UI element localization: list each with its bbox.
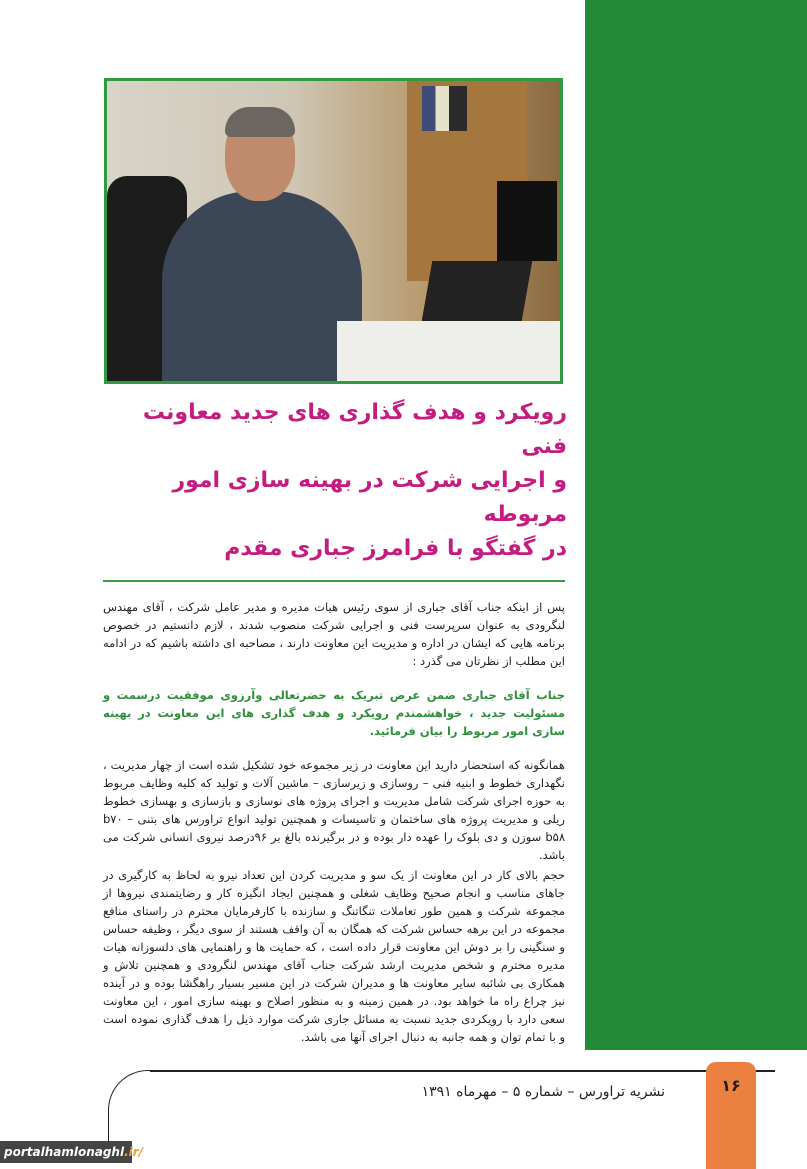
page-number: ۱۶: [721, 1076, 741, 1095]
photo-laptop: [422, 261, 533, 321]
title-divider: [103, 580, 565, 582]
watermark-suffix: .ir/: [124, 1145, 144, 1159]
watermark: [0, 1141, 144, 1163]
watermark-main: portalhamlonaghl: [4, 1145, 125, 1159]
photo-person-hair: [225, 107, 295, 137]
publication-info: نشریه تراورس – شماره ۵ – مهرماه ۱۳۹۱: [421, 1084, 665, 1100]
interview-photo: [104, 78, 563, 384]
title-line: در گفتگو با فرامرز جباری مقدم: [224, 536, 567, 561]
article-title: [100, 396, 567, 566]
photo-monitor: [497, 181, 557, 261]
page-footer: [0, 1062, 807, 1169]
green-sidebar: [585, 0, 807, 1050]
answer-paragraph: حجم بالای کار در این معاونت از یک سو و مدیریت کردن این تعداد نیرو به لحاظ به کارگیری در جاهای مناسب و انجام صحیح وظایف شغلی و همچنین ایجاد انگیزه کار و رضایتمندی نیروها از مجموعه شرکت و همین طور تعاملات تنگاتنگ و سازنده با کارفرمایان محترم در راستای منافع مجموعه در این برهه حساس شرکت که همگان به آن واقف هستند از سوی دیگر ، وظیفه حساس و سنگینی را بر دوش این معاونت قرار داده است ، که حمایت ها و راهنمایی های دلسوزانه هیات مدیره محترم و شخص مدیریت ارشد شرکت جناب آقای مهندس لنگرودی و همچنین تلاش و همکاری بی شائبه سایر معاونت ها و مدیران شرکت در این مسیر بسیار راهگشا بوده و در آینده نیز چراغ راه ما خواهد بود. در همین زمینه و به منظور اصلاح و بهینه سازی امور ، این معاونت سعی دارد با رویکردی جدید نسبت به مسائل جاری شرکت موارد ذیل را هدف گذاری نموده است و با تمام توان و همه جانبه به دنبال اجرای آنها می باشد.: [103, 868, 565, 1044]
intro-paragraph: پس از اینکه جناب آقای جباری از سوی رئیس هیات مدیره و مدیر عامل شرکت ، آقای مهندس لنگرودی به عنوان سرپرست فنی و اجرایی شرکت منصوب شدند ، لازم دانستیم در خصوص برنامه هایی که ایشان در اداره و مدیریت این معاونت دارند ، مصاحبه ای داشته باشیم که در ادامه این مطلب از نظرتان می گذرد :: [103, 600, 565, 668]
photo-person-body: [162, 191, 362, 384]
photo-binders: [422, 86, 467, 131]
answer-paragraph: همانگونه که استحضار دارید این معاونت در زیر مجموعه خود تشکیل شده است از چهار مدیریت ، نگهداری خطوط و ابنیه فنی – روسازی و زیرسازی – ماشین آلات و تولید که کلیه وظایف مربوط به حوزه اجرای شرکت شامل مدیریت و اجرای پروژه های نوسازی و بازسازی و بهسازی خطوط ریلی و مدیریت پروژه های ساختمان و تاسیسات و همچنین تولید انواع تراورس های بتنی b۷۰ – b۵۸ سوزن و دی بلوک را عهده دار بوده و در برگیرنده بالغ بر ۹۶درصد نیروی انسانی شرکت می باشد.: [103, 758, 565, 862]
title-line: و اجرایی شرکت در بهینه سازی امور مربوطه: [172, 468, 567, 527]
footer-line: [150, 1070, 775, 1072]
title-line: رویکرد و هدف گذاری های جدید معاونت فنی: [142, 400, 567, 459]
photo-desk: [337, 321, 563, 381]
interview-question: جناب آقای جباری ضمن عرض تبریک به حضرتعالی وآرزوی موفقیت درسمت و مسئولیت جدید ، خواهشمندم رویکرد و هدف گذاری های این معاونت در بهینه سازی امور مربوط را بیان فرمائید.: [103, 688, 565, 738]
article-column: [100, 396, 567, 1046]
